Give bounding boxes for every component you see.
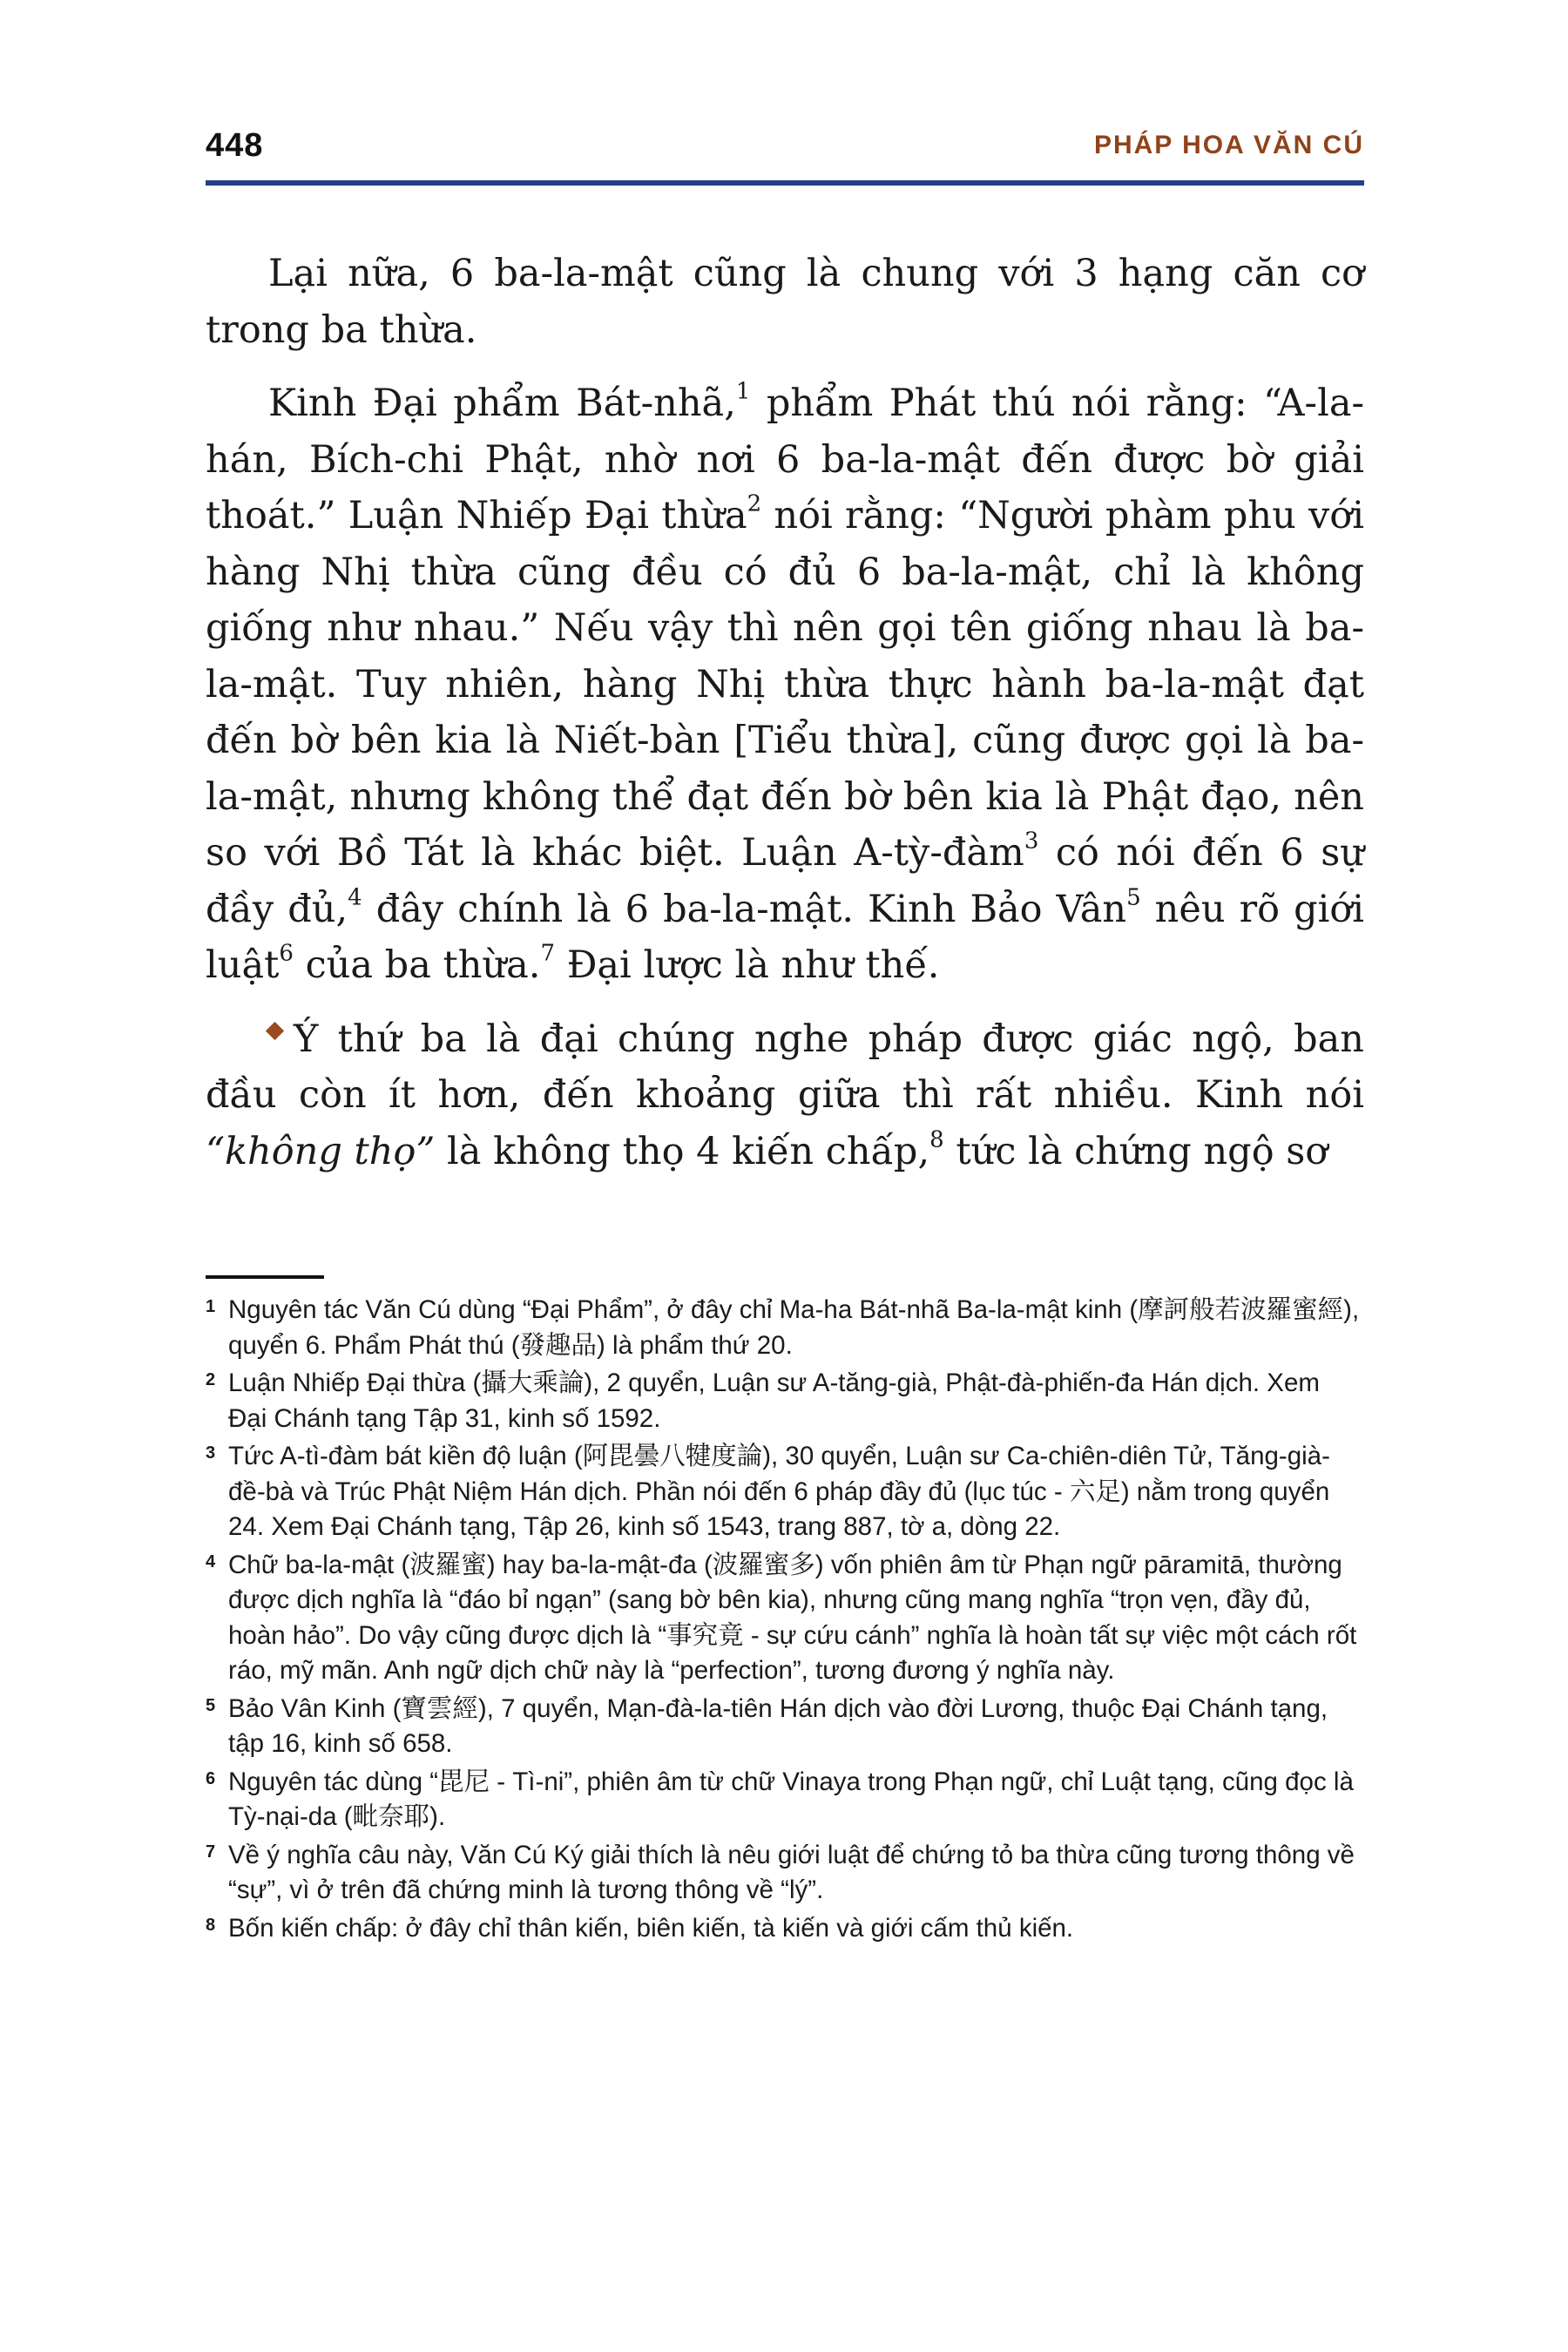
footnote-number: 5 (206, 1695, 216, 1715)
footnote-number: 2 (206, 1370, 216, 1389)
page-number: 448 (206, 127, 264, 164)
footnote-reference[interactable]: 2 (747, 490, 762, 517)
footnote-number: 8 (206, 1915, 216, 1935)
footnote-number: 3 (206, 1443, 216, 1463)
footnote-reference[interactable]: 5 (1126, 884, 1141, 910)
footnote-number: 4 (206, 1551, 216, 1571)
text-segment: nêu rõ giới luật (206, 887, 1365, 987)
text-segment: Lại nữa, 6 ba-la-mật cũng là chung với 3 hạng căn cơ trong ba thừa. (206, 252, 1364, 352)
italic-quote: “không thọ” (206, 1129, 436, 1173)
text-segment: Đại lược là như thế. (555, 943, 940, 987)
footnote-separator (206, 1275, 324, 1279)
body-paragraph (206, 1011, 1364, 1180)
footnote-reference[interactable]: 6 (279, 940, 294, 967)
footnote (206, 1439, 1364, 1545)
text-segment: đây chính là 6 ba-la-mật. Kinh Bảo Vân (362, 887, 1127, 931)
body-paragraph (206, 375, 1364, 994)
page-header (206, 122, 1364, 174)
text-segment: Kinh Đại phẩm Bát-nhã, (268, 382, 736, 425)
footnote-text: Bảo Vân Kinh (寶雲經), 7 quyển, Mạn-đà-la-tiên Hán dịch vào đời Lương, thuộc Đại Chánh tạng, tập 16, kinh số 658. (228, 1693, 1328, 1758)
diamond-bullet-icon (266, 1022, 284, 1040)
footnote (206, 1366, 1364, 1436)
body-text (206, 246, 1364, 1197)
footnote-reference[interactable]: 3 (1024, 828, 1039, 855)
running-title: PHÁP HOA VĂN CÚ (1093, 131, 1364, 159)
footnote-number: 6 (206, 1768, 216, 1788)
footnote (206, 1911, 1364, 1947)
footnote-reference[interactable]: 1 (735, 378, 751, 405)
body-paragraph (206, 246, 1364, 358)
footnote (206, 1548, 1364, 1689)
footnote-text: Tức A-tì-đàm bát kiền độ luận (阿毘曇八犍度論), 30 quyển, Luận sư Ca-chiên-diên Tử, Tăng-già-đề-bà và Trúc Phật Niệm Hán dịch. Phần nói đến 6 pháp đầy đủ (lục túc - 六足) nằm trong quyển 24. Xem Đại Chánh tạng, Tập 26, kinh số 1543, trang 887, tờ a, dòng 22. (228, 1442, 1330, 1541)
footnote-text: Nguyên tác dùng “毘尼 - Tì-ni”, phiên âm từ chữ Vinaya trong Phạn ngữ, chỉ Luật tạng, cũng đọc là Tỳ-nại-da (毗奈耶). (228, 1767, 1354, 1831)
footnote-text: Bốn kiến chấp: ở đây chỉ thân kiến, biên kiến, tà kiến và giới cấm thủ kiến. (228, 1913, 1074, 1943)
footnote-text: Chữ ba-la-mật (波羅蜜) hay ba-la-mật-đa (波羅蜜多) vốn phiên âm từ Phạn ngữ pāramitā, thường được dịch nghĩa là “đáo bỉ ngạn” (sang bờ bên kia), nhưng cũng mang nghĩa “trọn vẹn, đầy đủ, hoàn hảo”. Do vậy cũng được dịch là “事究竟 - sự cứu cánh” nghĩa là hoàn tất sự việc một cách rốt ráo, mỹ mãn. Anh ngữ dịch chữ này là “perfection”, tương đương ý nghĩa này. (228, 1550, 1357, 1685)
text-segment: nói rằng: “Người phàm phu với hàng Nhị thừa cũng đều có đủ 6 ba-la-mật, chỉ là không giống như nhau.” Nếu vậy thì nên gọi tên giống nhau là ba-la-mật. Tuy nhiên, hàng Nhị thừa thực hành ba-la-mật đạt đến bờ bên kia là Niết-bàn [Tiểu thừa], cũng được gọi là ba-la-mật, nhưng không thể đạt đến bờ bên kia là Phật đạo, nên so với Bồ Tát là khác biệt. Luận A-tỳ-đàm (206, 494, 1364, 875)
footnotes (206, 1293, 1364, 1949)
header-rule (206, 180, 1364, 186)
footnote-reference[interactable]: 4 (348, 884, 362, 910)
footnote (206, 1293, 1364, 1363)
text-segment: phẩm Phát thú nói rằng: “A-la-hán, Bích-chi Phật, nhờ nơi 6 ba-la-mật đến được bờ giải thoát.” Luận Nhiếp Đại thừa (206, 382, 1364, 537)
text-segment: có nói đến 6 sự đầy đủ, (206, 831, 1364, 931)
footnote (206, 1765, 1364, 1835)
text-segment: tức là chứng ngộ sơ (943, 1129, 1328, 1173)
text-segment: là không thọ 4 kiến chấp, (435, 1129, 930, 1173)
text-segment: của ba thừa. (293, 943, 541, 987)
text-segment: Ý thứ ba là đại chúng nghe pháp được giác ngộ, ban đầu còn ít hơn, đến khoảng giữa thì rất nhiều. Kinh nói (206, 1017, 1364, 1117)
footnote-reference[interactable]: 7 (540, 940, 556, 967)
footnote-text: Luận Nhiếp Đại thừa (攝大乘論), 2 quyển, Luận sư A-tăng-già, Phật-đà-phiến-đa Hán dịch. Xem Đại Chánh tạng Tập 31, kinh số 1592. (228, 1369, 1320, 1433)
footnote-number: 7 (206, 1842, 216, 1862)
footnote-text: Nguyên tác Văn Cú dùng “Đại Phẩm”, ở đây chỉ Ma-ha Bát-nhã Ba-la-mật kinh (摩訶般若波羅蜜經), quyển 6. Phẩm Phát thú (發趣品) là phẩm thứ 20. (228, 1295, 1360, 1360)
footnote-reference[interactable]: 8 (929, 1126, 944, 1152)
footnote-number: 1 (206, 1297, 216, 1316)
footnote (206, 1692, 1364, 1762)
footnote (206, 1838, 1364, 1909)
footnote-text: Về ý nghĩa câu này, Văn Cú Ký giải thích là nêu giới luật để chứng tỏ ba thừa cũng tương thông về “sự”, vì ở trên đã chứng minh là tương thông về “lý”. (228, 1840, 1355, 1904)
